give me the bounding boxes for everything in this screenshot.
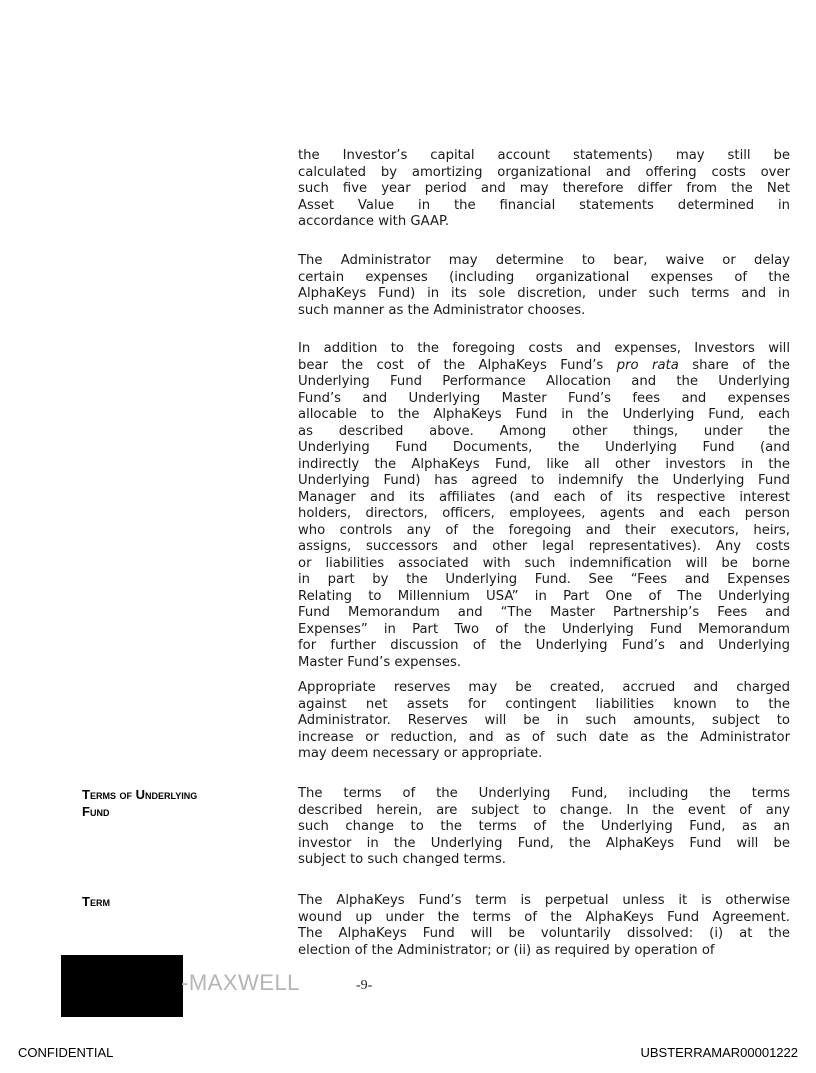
text-line: Underlying Fund Documents, the Underlying Fund (and [298,440,790,455]
text-line: Expenses” in Part Two of the Underlying Fund Memorandum [298,621,790,637]
text-line: investor in the Underlying Fund, the AlphaKeys Fund will be [298,835,790,851]
text-line: certain expenses (including organizational expenses of the [298,269,790,285]
text-line: such change to the terms of the Underlying Fund, as an [298,819,790,834]
heading-terms-of-underlying-fund [82,786,197,820]
text-line: holders, directors, officers, employees, agents and each person [298,506,790,521]
paragraph-term [298,893,790,959]
text-line: wound up under the terms of the AlphaKeys Fund Agreement. [298,909,790,925]
text-line: for further discussion of the Underlying Fund’s and Underlying [298,638,790,653]
text-line: The Administrator may determine to bear, waive or delay [298,253,790,268]
text-line: Administrator. Reserves will be in such amounts, subject to [298,713,790,728]
text-line: such manner as the Administrator chooses. [298,302,586,318]
text-line: against net assets for contingent liabilities known to the [298,696,790,712]
text-line: described herein, are subject to change. In the event of any [298,802,790,818]
text-line: election of the Administrator; or (ii) as required by operation of [298,942,715,958]
text-line: may deem necessary or appropriate. [298,746,543,761]
text-line: increase or reduction, and as of such date as the Administrator [298,729,790,745]
footer-confidential: CONFIDENTIAL [18,1045,114,1060]
text-line: Asset Value in the financial statements determined in [298,197,790,213]
watermark-text: -MAXWELL [181,970,300,995]
paragraph-administrator-expenses [298,253,790,319]
text-line: Underlying Fund) has agreed to indemnify the Underlying Fund [298,473,790,488]
text-line: the Investor’s capital account statements) may still be [298,148,790,163]
text-line: bear the cost of the AlphaKeys Fund’s pro rata share of the [298,357,791,373]
heading-line-2: Fund [82,804,110,819]
text-line: AlphaKeys Fund) in its sole discretion, under such terms and in [298,286,790,301]
text-line: The terms of the Underlying Fund, including the terms [298,786,790,801]
paragraph-reserves [298,680,790,763]
text-line: subject to such changed terms. [298,852,506,867]
text-line: who controls any of the foregoing and their executors, heirs, [298,522,790,538]
page-number: -9- [356,978,373,993]
text-line: or liabilities associated with such indemnification will be borne [298,555,790,571]
text-line: such five year period and may therefore differ from the Net [298,181,790,196]
text-line: Relating to Millennium USA” in Part One of The Underlying [298,588,790,604]
text-line: allocable to the AlphaKeys Fund in the Underlying Fund, each [298,407,790,422]
text-line: Master Fund’s expenses. [298,654,462,670]
text-line: Manager and its affiliates (and each of its respective interest [298,489,790,505]
heading-line-1: Terms of Underlying [82,787,198,802]
redaction-box [61,955,183,1017]
text-line: assigns, successors and other legal representatives). Any costs [298,539,790,554]
footer-bates-number: UBSTERRAMAR00001222 [640,1045,798,1060]
text-line: Fund’s and Underlying Master Fund’s fees and expenses [298,390,790,406]
text-line: accordance with GAAP. [298,214,450,229]
heading-term: Term [82,894,110,909]
text-line: Fund Memorandum and “The Master Partnership’s Fees and [298,605,790,620]
paragraph-nav-calculation [298,148,790,231]
text-line: In addition to the foregoing costs and expenses, Investors will [298,341,790,356]
paragraph-terms-of-underlying-fund [298,786,790,869]
text-line: indirectly the AlphaKeys Fund, like all other investors in the [298,456,790,472]
text-line: The AlphaKeys Fund’s term is perpetual unless it is otherwise [298,893,790,908]
paragraph-additional-costs [298,341,790,671]
text-line: in part by the Underlying Fund. See “Fees and Expenses [298,572,790,587]
text-line: The AlphaKeys Fund will be voluntarily dissolved: (i) at the [298,926,790,941]
text-line: as described above. Among other things, under the [298,423,790,439]
text-line: Underlying Fund Performance Allocation and the Underlying [298,374,790,389]
text-line: calculated by amortizing organizational and offering costs over [298,164,790,180]
text-line: Appropriate reserves may be created, accrued and charged [298,680,790,695]
